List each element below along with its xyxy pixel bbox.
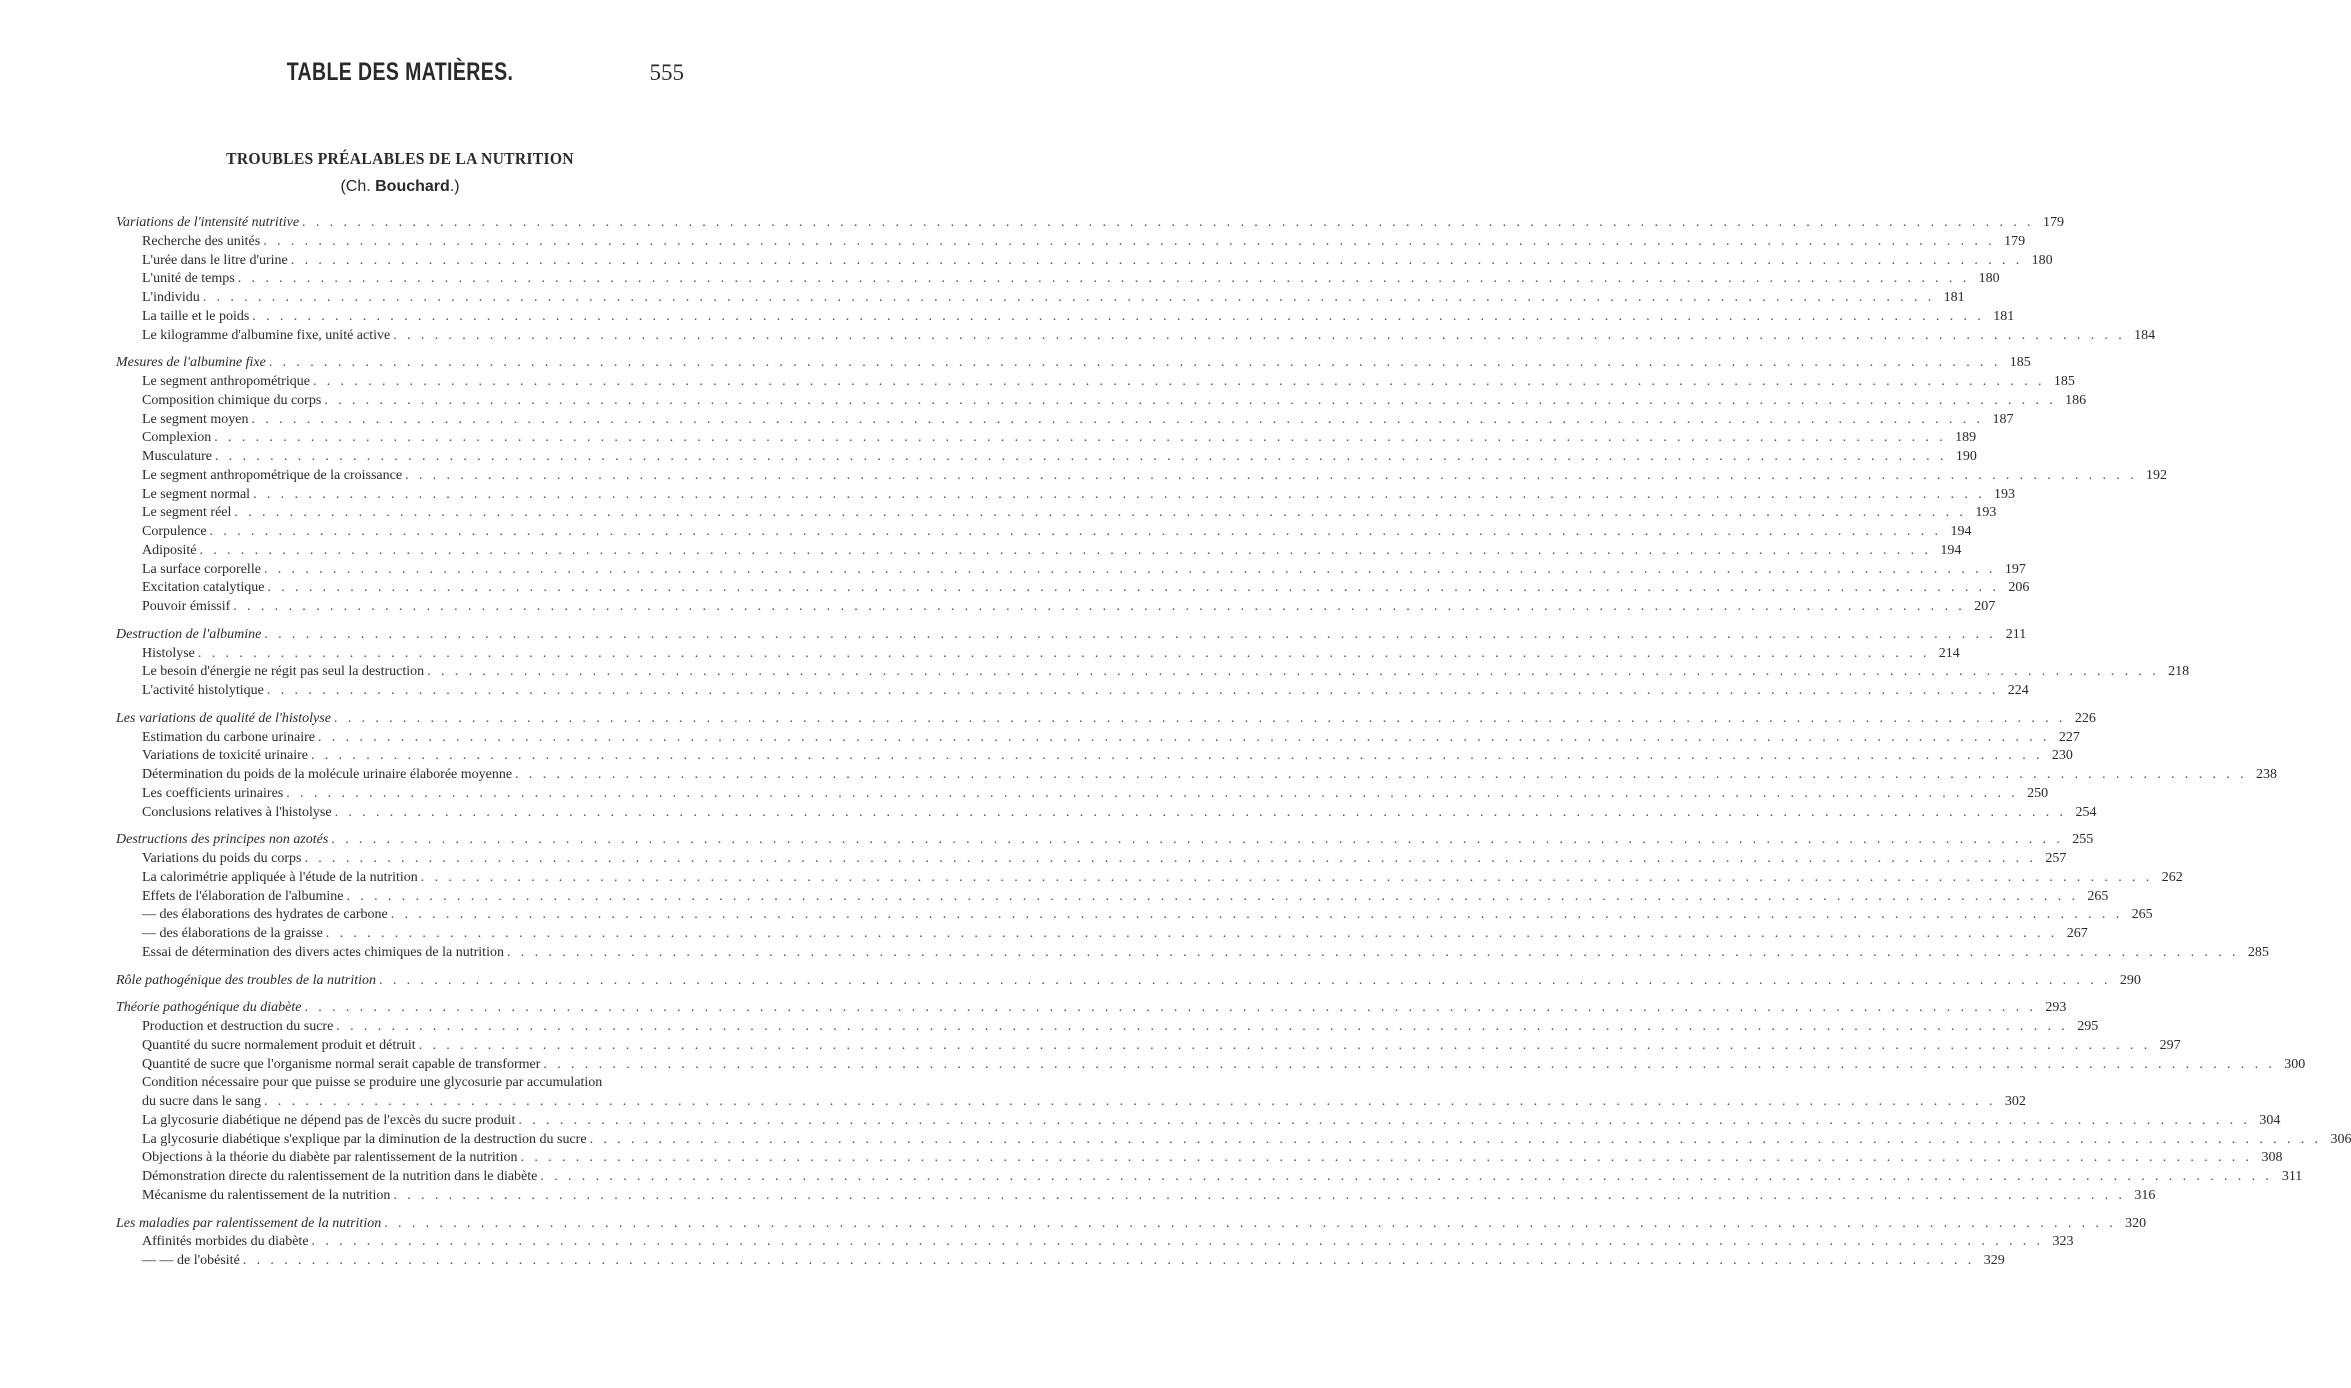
toc-page-number: 267 — [2066, 926, 2088, 941]
author-name: Bouchard — [375, 178, 450, 195]
toc-entry — [116, 888, 2109, 907]
section-title: TROUBLES PRÉALABLES DE LA NUTRITION — [226, 149, 574, 168]
toc-page-number: 193 — [1993, 486, 2015, 502]
toc-page-number: 224 — [2007, 683, 2029, 698]
toc-entry — [116, 1074, 679, 1093]
toc-entry — [116, 327, 2156, 346]
toc-label: Destructions des principes non azotés — [116, 832, 329, 848]
toc-leader-dots — [381, 1215, 2116, 1234]
toc-page-number: 181 — [1943, 290, 1965, 305]
toc-entry — [116, 411, 2014, 430]
toc-page-number: 190 — [1955, 449, 1977, 464]
toc-label: — des élaborations de la graisse — [142, 926, 323, 941]
toc-page-number: 304 — [2259, 1112, 2281, 1128]
toc-leader-dots — [261, 626, 1996, 645]
toc-label: Mécanisme du ralentissement de la nutrition — [142, 1187, 391, 1203]
toc-leader-dots — [264, 682, 1999, 701]
toc-entry — [116, 869, 2183, 888]
toc-entry — [116, 1112, 2281, 1131]
table-of-contents — [116, 214, 2351, 1271]
toc-label: Démonstration directe du ralentissement de la nutrition dans le diabète — [142, 1169, 538, 1184]
toc-entry — [116, 944, 2269, 963]
toc-label: Les maladies par ralentissement de la nutrition — [116, 1215, 382, 1231]
toc-page-number: 197 — [2004, 561, 2026, 577]
toc-label: Les coefficients urinaires — [142, 785, 284, 801]
toc-label: Variations de l'intensité nutritive — [116, 215, 300, 230]
toc-entry — [116, 252, 2053, 271]
toc-label: L'unité de temps — [142, 271, 235, 287]
toc-leader-dots — [200, 289, 1935, 308]
toc-leader-dots — [250, 486, 1985, 505]
toc-label: Le kilogramme d'albumine fixe, unité active — [142, 327, 391, 343]
toc-leader-dots — [231, 504, 1966, 523]
toc-label: La taille et le poids — [142, 308, 250, 324]
toc-label: Le segment moyen — [142, 411, 249, 427]
toc-page-number: 180 — [1978, 271, 2000, 287]
toc-leader-dots — [388, 906, 2123, 925]
running-title: TABLE DES MATIÈRES. — [286, 58, 514, 86]
toc-leader-dots — [504, 944, 2239, 963]
author-prefix: (Ch. — [340, 178, 376, 195]
toc-leader-dots — [240, 1252, 1975, 1271]
toc-page-number: 306 — [2330, 1131, 2351, 1147]
toc-entry — [116, 766, 2277, 785]
toc-leader-dots — [390, 327, 2125, 346]
toc-leader-dots — [512, 766, 2247, 785]
toc-label: Estimation du carbone urinaire — [142, 729, 315, 745]
toc-heading — [116, 831, 2094, 850]
toc-label: Adiposité — [142, 542, 197, 558]
toc-label: Variations du poids du corps — [142, 851, 302, 866]
toc-entry — [116, 645, 1960, 664]
toc-leader-dots — [402, 467, 2137, 486]
toc-page-number: 311 — [2281, 1169, 2303, 1184]
toc-leader-dots — [315, 729, 2050, 748]
toc-page-number: 262 — [2161, 869, 2183, 885]
toc-label: Recherche des unités — [142, 233, 261, 249]
toc-label: Corpulence — [142, 524, 207, 539]
toc-leader-dots — [418, 869, 2153, 888]
toc-label: L'activité histolytique — [142, 683, 264, 698]
toc-leader-dots — [328, 831, 2063, 850]
toc-entry — [116, 308, 2015, 327]
toc-leader-dots — [323, 925, 2058, 944]
toc-label: Production et destruction du sucre — [142, 1019, 334, 1034]
toc-entry — [116, 392, 2087, 411]
toc-leader-dots — [266, 354, 2001, 373]
toc-page-number: 189 — [1955, 430, 1977, 446]
toc-page-number: 180 — [2031, 252, 2053, 268]
toc-page-number: 308 — [2261, 1150, 2283, 1166]
toc-entry — [116, 1252, 2005, 1271]
toc-leader-dots — [390, 1187, 2125, 1206]
toc-leader-dots — [260, 233, 1995, 252]
toc-entry — [116, 1018, 2099, 1037]
toc-entry — [116, 747, 2073, 766]
toc-entry — [116, 1168, 2303, 1187]
toc-page-number: 186 — [2065, 392, 2087, 408]
toc-entry — [116, 785, 2049, 804]
toc-label: Effets de l'élaboration de l'albumine — [142, 888, 344, 904]
toc-label: Musculature — [142, 449, 212, 464]
toc-page-number: 226 — [2074, 710, 2096, 726]
toc-page-number: 184 — [2134, 327, 2156, 343]
toc-entry — [116, 1037, 2181, 1056]
toc-entry — [116, 1093, 2026, 1112]
toc-page-number: 285 — [2247, 944, 2269, 960]
toc-label: — — de l'obésité — [142, 1253, 240, 1268]
toc-entry — [116, 1131, 2351, 1150]
toc-heading — [116, 626, 2027, 645]
toc-heading — [116, 1215, 2147, 1234]
toc-page-number: 185 — [2009, 355, 2031, 371]
toc-label: Théorie pathogénique du diabète — [116, 1000, 302, 1016]
toc-page-number: 316 — [2134, 1187, 2156, 1203]
toc-page-number: 297 — [2159, 1037, 2181, 1053]
toc-entry — [116, 523, 1972, 542]
toc-entry — [116, 486, 2015, 505]
toc-leader-dots — [230, 598, 1965, 617]
toc-label: La calorimétrie appliquée à l'étude de la nutrition — [142, 869, 418, 885]
toc-label: Détermination du poids de la molécule urinaire élaborée moyenne — [142, 767, 513, 782]
toc-entry — [116, 561, 2026, 580]
author-suffix: .) — [449, 178, 460, 195]
toc-page-number: 206 — [2008, 580, 2030, 596]
toc-entry — [116, 663, 2190, 682]
toc-leader-dots — [301, 850, 2036, 869]
toc-label: Objections à la théorie du diabète par ralentissement de la nutrition — [142, 1150, 518, 1166]
toc-page-number: 293 — [2045, 1000, 2067, 1016]
toc-page-number: 302 — [2004, 1094, 2026, 1109]
toc-label: Complexion — [142, 430, 212, 446]
toc-label: du sucre dans le sang — [142, 1094, 261, 1109]
toc-entry — [116, 233, 2026, 252]
toc-entry — [116, 1056, 2306, 1075]
toc-page-number: 185 — [2053, 374, 2075, 389]
toc-page-number: 320 — [2125, 1215, 2147, 1231]
toc-heading — [116, 354, 2031, 373]
toc-label: Composition chimique du corps — [142, 392, 322, 408]
toc-label: Condition nécessaire pour que puisse se produire une glycosurie par accumulation — [142, 1075, 603, 1091]
toc-page-number: 323 — [2052, 1234, 2074, 1250]
toc-entry — [116, 729, 2080, 748]
author-line — [0, 178, 800, 196]
toc-page-number: 295 — [2077, 1019, 2099, 1034]
toc-page-number: 194 — [1940, 542, 1962, 558]
toc-label: La glycosurie diabétique ne dépend pas de l'excès du sucre produit — [142, 1112, 516, 1128]
toc-page-number: 211 — [2005, 626, 2027, 642]
toc-leader-dots — [261, 561, 1996, 580]
running-header — [0, 58, 800, 98]
toc-label: Pouvoir émissif — [142, 599, 231, 614]
toc-leader-dots — [283, 785, 2018, 804]
toc-leader-dots — [587, 1131, 2322, 1150]
toc-entry — [116, 598, 1996, 617]
toc-label: Quantité de sucre que l'organisme normal serait capable de transformer — [142, 1056, 541, 1072]
toc-leader-dots — [299, 214, 2034, 233]
toc-label: — des élaborations des hydrates de carbone — [142, 907, 388, 923]
toc-entry — [116, 373, 2075, 392]
toc-leader-dots — [537, 1168, 2272, 1187]
toc-entry — [116, 504, 1997, 523]
toc-leader-dots — [235, 270, 1970, 289]
page-number: 555 — [649, 60, 684, 85]
toc-entry — [116, 1233, 2074, 1252]
toc-label: La glycosurie diabétique s'explique par la diminution de la destruction du sucre — [142, 1131, 587, 1147]
toc-page-number: 227 — [2058, 729, 2080, 745]
toc-page-number: 218 — [2168, 664, 2190, 680]
toc-label: Rôle pathogénique des troubles de la nutrition — [116, 972, 377, 988]
toc-leader-dots — [212, 448, 1947, 467]
toc-page-number: 179 — [2042, 215, 2064, 230]
toc-entry — [116, 1187, 2156, 1206]
toc-label: Excitation catalytique — [142, 580, 265, 596]
toc-heading — [116, 710, 2096, 729]
toc-page-number: 265 — [2131, 907, 2153, 923]
toc-page-number: 193 — [1975, 505, 1997, 521]
toc-entry — [116, 804, 2097, 823]
toc-label: Essai de détermination des divers actes chimiques de la nutrition — [142, 944, 504, 960]
toc-leader-dots — [207, 523, 1942, 542]
toc-label: Le segment anthropométrique de la croissance — [142, 467, 403, 483]
toc-label: Variations de toxicité urinaire — [142, 748, 308, 764]
toc-leader-dots — [321, 392, 2056, 411]
toc-page-number: 192 — [2145, 467, 2167, 483]
toc-page-number: 329 — [1983, 1253, 2005, 1268]
toc-leader-dots — [309, 1233, 2044, 1252]
toc-leader-dots — [376, 972, 2111, 991]
toc-page-number: 181 — [1993, 308, 2015, 324]
toc-leader-dots — [344, 888, 2079, 907]
toc-leader-dots — [288, 252, 2023, 271]
toc-page-number: 290 — [2119, 972, 2141, 988]
toc-entry — [116, 850, 2067, 869]
toc-label: Mesures de l'albumine fixe — [116, 355, 266, 371]
toc-entry — [116, 925, 2088, 944]
toc-leader-dots — [515, 1112, 2250, 1131]
toc-label: Histolyse — [142, 645, 195, 661]
toc-heading — [116, 999, 2067, 1018]
toc-leader-dots — [333, 1018, 2068, 1037]
toc-leader-dots — [332, 804, 2067, 823]
toc-label: Le segment normal — [142, 486, 251, 502]
toc-label: Affinités morbides du diabète — [142, 1234, 309, 1250]
toc-label: Le segment anthropométrique — [142, 374, 310, 389]
toc-page-number: 255 — [2072, 832, 2094, 848]
toc-label: Le segment réel — [142, 505, 232, 521]
toc-leader-dots — [310, 373, 2045, 392]
toc-heading — [116, 972, 2141, 991]
toc-entry — [116, 289, 1965, 308]
toc-label: L'urée dans le litre d'urine — [142, 252, 288, 268]
toc-page-number: 238 — [2256, 767, 2277, 782]
toc-page-number: 179 — [2004, 233, 2026, 249]
toc-leader-dots — [211, 429, 1946, 448]
toc-leader-dots — [264, 579, 1999, 598]
toc-label: Conclusions relatives à l'histolyse — [142, 804, 332, 820]
toc-page-number: 194 — [1950, 524, 1972, 539]
toc-page-number: 214 — [1938, 645, 1960, 661]
toc-entry — [116, 906, 2153, 925]
toc-label: Les variations de qualité de l'histolyse — [116, 710, 331, 726]
toc-page-number: 187 — [1992, 411, 2014, 427]
toc-page-number: 230 — [2051, 748, 2073, 764]
toc-leader-dots — [261, 1093, 1996, 1112]
toc-entry — [116, 682, 2029, 701]
toc-entry — [116, 467, 2167, 486]
toc-label: La surface corporelle — [142, 561, 261, 577]
toc-leader-dots — [540, 1056, 2275, 1075]
toc-leader-dots — [416, 1037, 2151, 1056]
toc-label: Quantité du sucre normalement produit et détruit — [142, 1037, 416, 1053]
toc-label: Le besoin d'énergie ne régit pas seul la destruction — [142, 664, 425, 680]
toc-page-number: 300 — [2284, 1056, 2306, 1072]
toc-heading — [116, 214, 2064, 233]
toc-leader-dots — [249, 308, 1984, 327]
toc-leader-dots — [518, 1149, 2253, 1168]
toc-entry — [116, 1149, 2283, 1168]
toc-page-number: 250 — [2027, 785, 2049, 801]
toc-page-number: 265 — [2087, 888, 2109, 904]
toc-page-number: 257 — [2045, 851, 2067, 866]
toc-leader-dots — [424, 663, 2159, 682]
toc-entry — [116, 448, 1977, 467]
toc-label: L'individu — [142, 290, 200, 305]
toc-leader-dots — [308, 747, 2043, 766]
toc-leader-dots — [301, 999, 2036, 1018]
toc-entry — [116, 542, 1962, 561]
toc-entry — [116, 579, 2030, 598]
toc-leader-dots — [331, 710, 2066, 729]
toc-leader-dots — [249, 411, 1984, 430]
toc-page-number: 254 — [2075, 804, 2097, 820]
toc-label: Destruction de l'albumine — [116, 626, 262, 642]
toc-leader-dots — [196, 542, 1931, 561]
toc-leader-dots — [195, 645, 1930, 664]
toc-page-number: 207 — [1974, 599, 1996, 614]
toc-entry — [116, 429, 1977, 448]
toc-entry — [116, 270, 2000, 289]
